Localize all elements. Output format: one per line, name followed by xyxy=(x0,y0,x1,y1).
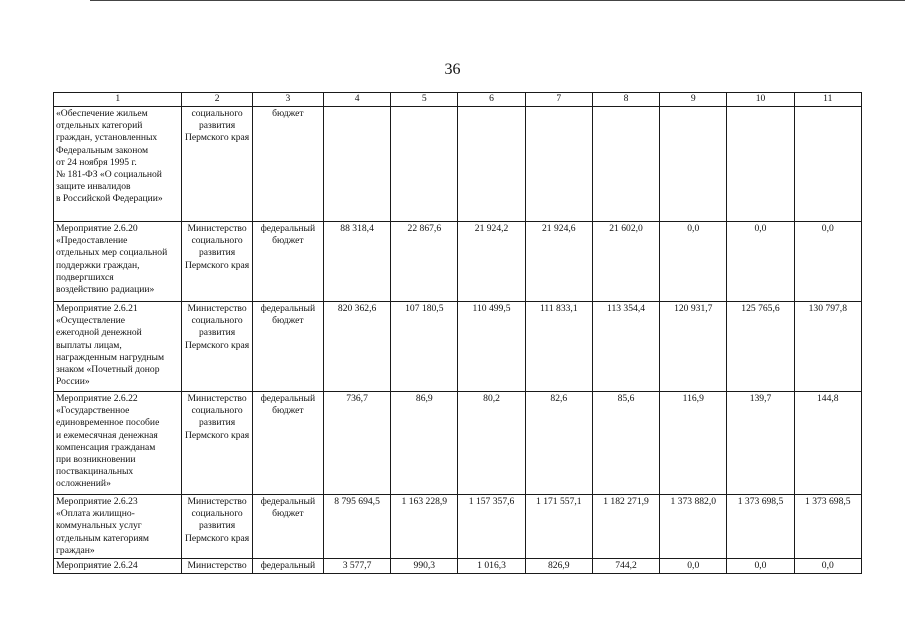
value-cell: 744,2 xyxy=(592,559,659,574)
activity-name-line: осложнений» xyxy=(56,478,111,490)
value-cell: 1 373 698,5 xyxy=(727,495,794,559)
value-cell xyxy=(660,107,727,222)
column-header: 11 xyxy=(794,93,861,107)
column-header: 10 xyxy=(727,93,794,107)
activity-name-line: поддержки граждан, xyxy=(56,259,140,271)
value-cell: 85,6 xyxy=(592,392,659,495)
activity-name-line: защите инвалидов xyxy=(56,181,131,193)
activity-name-cell xyxy=(54,559,182,574)
value-cell: 139,7 xyxy=(727,392,794,495)
value-cell xyxy=(794,107,861,222)
value-cell: 1 373 882,0 xyxy=(660,495,727,559)
activity-name-line: отдельным категориям xyxy=(56,532,149,544)
activity-name-line: при возникновении xyxy=(56,454,136,466)
top-rule xyxy=(90,0,905,1)
column-header: 1 xyxy=(54,93,182,107)
activity-name-line: «Государственное xyxy=(56,405,130,417)
value-cell: 120 931,7 xyxy=(660,302,727,392)
column-header: 5 xyxy=(391,93,458,107)
value-cell: 22 867,6 xyxy=(391,222,458,302)
value-cell: 0,0 xyxy=(660,222,727,302)
activity-name-line: коммунальных услуг xyxy=(56,520,142,532)
activity-name-line: воздействию радиации» xyxy=(56,284,155,296)
column-header: 2 xyxy=(182,93,252,107)
value-cell: 0,0 xyxy=(727,559,794,574)
column-header: 3 xyxy=(252,93,323,107)
value-cell: 116,9 xyxy=(660,392,727,495)
value-cell: 820 362,6 xyxy=(323,302,390,392)
value-cell xyxy=(458,107,525,222)
activity-name-line: подвергшихся xyxy=(56,271,114,283)
activity-name-line: поствакцинальных xyxy=(56,466,134,478)
activity-name-line: отдельных мер социальной xyxy=(56,247,168,259)
column-header: 9 xyxy=(660,93,727,107)
value-cell xyxy=(727,107,794,222)
value-cell: 1 373 698,5 xyxy=(794,495,861,559)
table-row xyxy=(54,107,862,222)
value-cell: 88 318,4 xyxy=(323,222,390,302)
value-cell: 0,0 xyxy=(794,559,861,574)
table-row xyxy=(54,392,862,495)
activity-name-line: Мероприятие 2.6.21 xyxy=(56,303,138,314)
column-header: 8 xyxy=(592,93,659,107)
activity-name-line: № 181-ФЗ «О социальной xyxy=(56,169,162,181)
activity-name-line: «Осуществление xyxy=(56,315,125,327)
activity-name-line: знаком «Почетный донор xyxy=(56,364,160,376)
activity-name-line: «Оплата жилищно- xyxy=(56,508,135,520)
value-cell: 1 157 357,6 xyxy=(458,495,525,559)
value-cell xyxy=(323,107,390,222)
value-cell: 1 016,3 xyxy=(458,559,525,574)
value-cell: 107 180,5 xyxy=(391,302,458,392)
value-cell: 130 797,8 xyxy=(794,302,861,392)
activity-name-cell xyxy=(54,392,182,495)
activity-name-line: граждан, установленных xyxy=(56,132,158,144)
page-number: 36 xyxy=(444,61,461,78)
executor-cell: социального развития Пермского края xyxy=(182,107,252,222)
value-cell: 110 499,5 xyxy=(458,302,525,392)
value-cell: 0,0 xyxy=(794,222,861,302)
table-row xyxy=(54,559,862,574)
executor-cell: Министерство социального развития Пермского края xyxy=(182,392,252,495)
value-cell: 3 577,7 xyxy=(323,559,390,574)
executor-cell: Министерство социального развития Пермского края xyxy=(182,222,252,302)
value-cell xyxy=(391,107,458,222)
value-cell: 0,0 xyxy=(660,559,727,574)
budget-table xyxy=(53,92,862,574)
activity-name-cell xyxy=(54,302,182,392)
activity-name-line: граждан» xyxy=(56,544,95,556)
funding-source-cell: федеральный бюджет xyxy=(252,302,323,392)
executor-cell: Министерство xyxy=(182,559,252,574)
value-cell: 1 171 557,1 xyxy=(525,495,592,559)
value-cell: 21 924,2 xyxy=(458,222,525,302)
value-cell: 826,9 xyxy=(525,559,592,574)
activity-name-line: России» xyxy=(56,376,90,388)
funding-source-cell: федеральный бюджет xyxy=(252,222,323,302)
value-cell: 0,0 xyxy=(727,222,794,302)
value-cell: 1 182 271,9 xyxy=(592,495,659,559)
funding-source-cell: федеральный бюджет xyxy=(252,392,323,495)
executor-cell: Министерство социального развития Пермского края xyxy=(182,495,252,559)
column-header: 6 xyxy=(458,93,525,107)
activity-name-line: Мероприятие 2.6.22 xyxy=(56,393,138,404)
value-cell: 736,7 xyxy=(323,392,390,495)
activity-name-line: отдельных категорий xyxy=(56,120,143,132)
activity-name-line: «Предоставление xyxy=(56,235,128,247)
table-body xyxy=(54,93,862,574)
value-cell xyxy=(525,107,592,222)
activity-name-line: «Обеспечение жильем xyxy=(56,108,148,119)
funding-source-cell: бюджет xyxy=(252,107,323,222)
executor-cell: Министерство социального развития Пермского края xyxy=(182,302,252,392)
activity-name-line: Федеральным законом xyxy=(56,144,149,156)
activity-name-cell xyxy=(54,107,182,222)
activity-name-line: Мероприятие 2.6.24 xyxy=(56,560,138,572)
table-row xyxy=(54,222,862,302)
table-row xyxy=(54,495,862,559)
activity-name-line: в Российской Федерации» xyxy=(56,193,163,205)
activity-name-line: Мероприятие 2.6.20 xyxy=(56,223,138,234)
activity-name-line: единовременное пособие xyxy=(56,417,160,429)
value-cell: 1 163 228,9 xyxy=(391,495,458,559)
activity-name-line: выплаты лицам, xyxy=(56,339,122,351)
value-cell: 111 833,1 xyxy=(525,302,592,392)
funding-source-cell: федеральный xyxy=(252,559,323,574)
activity-name-line: и ежемесячная денежная xyxy=(56,429,158,441)
activity-name-cell xyxy=(54,495,182,559)
activity-name-cell xyxy=(54,222,182,302)
value-cell: 125 765,6 xyxy=(727,302,794,392)
value-cell: 113 354,4 xyxy=(592,302,659,392)
value-cell: 82,6 xyxy=(525,392,592,495)
value-cell xyxy=(592,107,659,222)
value-cell: 990,3 xyxy=(391,559,458,574)
funding-source-cell: федеральный бюджет xyxy=(252,495,323,559)
activity-name-line: ежегодной денежной xyxy=(56,327,142,339)
value-cell: 144,8 xyxy=(794,392,861,495)
value-cell: 21 924,6 xyxy=(525,222,592,302)
activity-name-line: компенсация гражданам xyxy=(56,441,156,453)
value-cell: 80,2 xyxy=(458,392,525,495)
value-cell: 8 795 694,5 xyxy=(323,495,390,559)
table-row xyxy=(54,302,862,392)
value-cell: 21 602,0 xyxy=(592,222,659,302)
activity-name-line: Мероприятие 2.6.23 xyxy=(56,496,138,507)
column-header: 7 xyxy=(525,93,592,107)
activity-name-line: от 24 ноября 1995 г. xyxy=(56,156,137,168)
activity-name-line: награжденным нагрудным xyxy=(56,351,165,363)
column-header: 4 xyxy=(323,93,390,107)
value-cell: 86,9 xyxy=(391,392,458,495)
column-number-row xyxy=(54,93,862,107)
